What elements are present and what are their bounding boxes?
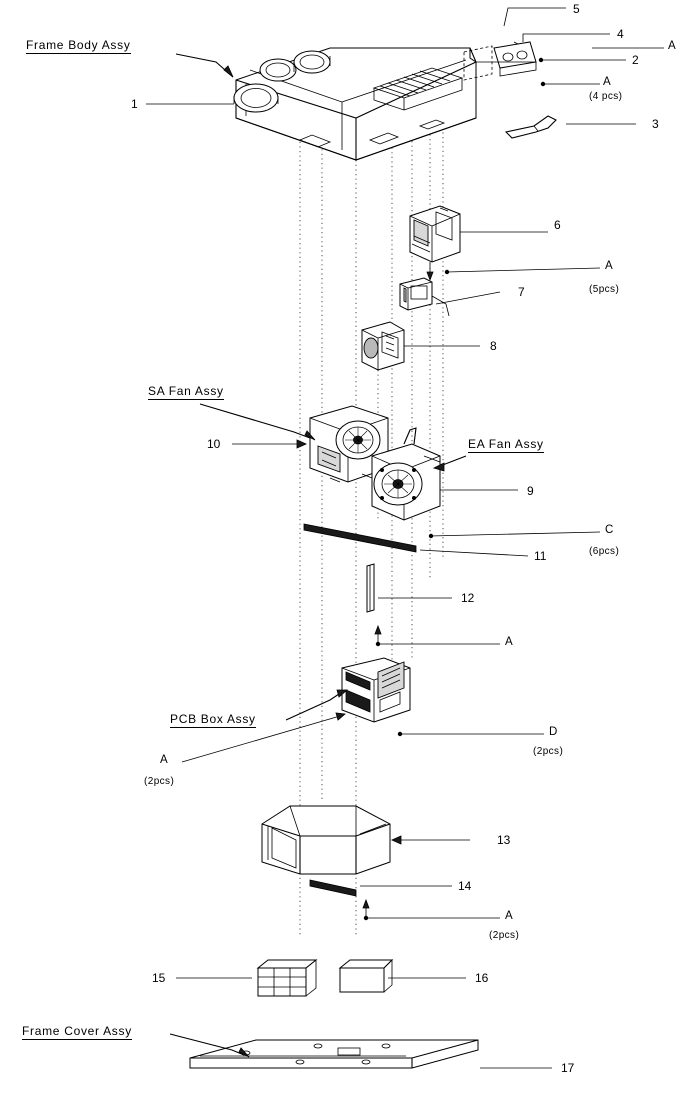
item7-art	[400, 278, 500, 316]
callout-frame-body-assy: Frame Body Assy	[26, 38, 131, 52]
fastener-a-bottom-letter: A	[505, 910, 514, 922]
item11-art	[304, 524, 600, 556]
fastener-a-mid-pointer	[375, 626, 500, 646]
item-number-13: 13	[497, 833, 511, 847]
item-number-11: 11	[534, 549, 547, 563]
item16-art	[340, 960, 466, 992]
fastener-a-mid: A	[505, 636, 514, 648]
item6-art	[410, 206, 548, 262]
fastener-a-4pcs-qty: (4 pcs)	[589, 91, 623, 102]
fastener-d-2pcs-letter: D	[549, 726, 558, 738]
item14-art	[310, 880, 452, 896]
item-number-2: 2	[632, 53, 639, 67]
callout-pcb-box-assy: PCB Box Assy	[170, 712, 256, 726]
item-number-12: 12	[461, 591, 475, 605]
fastener-d-2pcs-qty: (2pcs)	[533, 746, 564, 757]
item15-art	[176, 960, 316, 996]
terminal-box-art	[464, 8, 664, 80]
callout-sa-fan-assy: SA Fan Assy	[148, 384, 224, 398]
frame-body-assy-art	[146, 48, 476, 160]
pcb-box-assy-art	[182, 658, 544, 762]
fastener-a-4pcs-letter: A	[603, 76, 612, 88]
item-number-9: 9	[527, 484, 534, 498]
item-number-6: 6	[554, 218, 561, 232]
item12-art	[367, 564, 452, 612]
callout-frame-cover-assy: Frame Cover Assy	[22, 1024, 132, 1038]
item-number-8: 8	[490, 339, 497, 353]
fastener-a-top: A	[668, 40, 677, 52]
clamp-part-art	[506, 116, 636, 138]
fastener-c-6pcs-qty: (6pcs)	[589, 546, 620, 557]
item-number-17: 17	[561, 1061, 575, 1075]
fastener-c-6pcs-letter: C	[605, 524, 614, 536]
item-number-16: 16	[475, 971, 489, 985]
fastener-a-5pcs-qty: (5pcs)	[589, 284, 620, 295]
frame-cover-assy-art	[170, 1034, 552, 1068]
item-number-7: 7	[518, 285, 525, 299]
item13-art	[262, 806, 470, 874]
sa-fan-assy-art	[200, 404, 388, 482]
item-number-4: 4	[617, 27, 624, 41]
fastener-a-left-qty: (2pcs)	[144, 776, 175, 787]
fastener-a-4pcs-pointers	[541, 82, 600, 86]
item-number-3: 3	[652, 117, 659, 131]
fastener-a-bottom-qty: (2pcs)	[489, 930, 520, 941]
fastener-a-left-letter: A	[160, 754, 169, 766]
fastener-a-5pcs-pointers	[427, 262, 600, 280]
item-number-15: 15	[152, 971, 166, 985]
fastener-a-5pcs-letter: A	[605, 260, 614, 272]
item-number-1: 1	[131, 97, 138, 111]
item-number-5: 5	[573, 2, 580, 16]
item-number-14: 14	[458, 879, 472, 893]
callout-ea-fan-assy: EA Fan Assy	[468, 437, 544, 451]
item-number-10: 10	[207, 437, 221, 451]
fastener-a-bottom-pointers	[363, 900, 500, 920]
